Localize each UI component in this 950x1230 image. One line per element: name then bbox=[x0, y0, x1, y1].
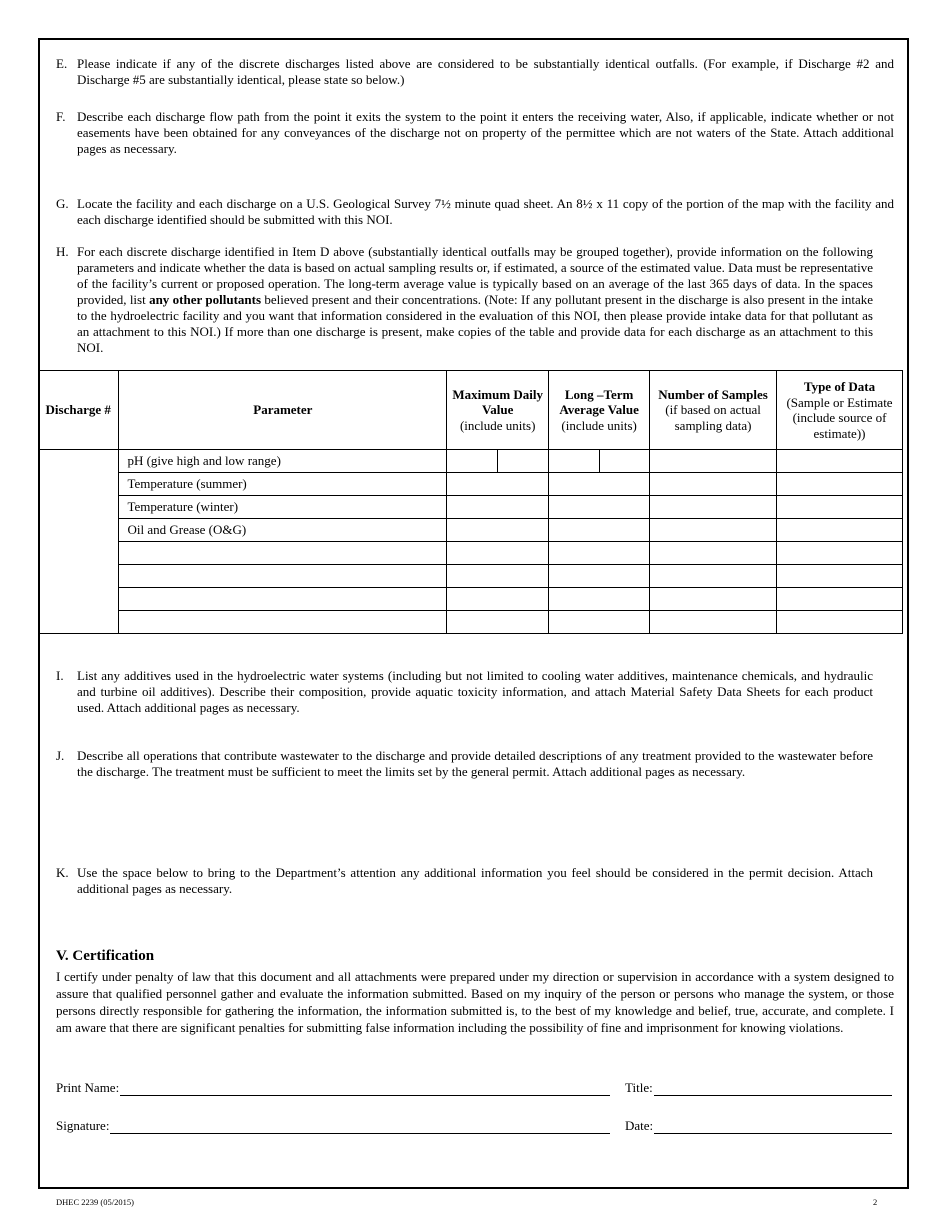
samples-cell[interactable] bbox=[650, 565, 777, 588]
item-h-text-bold: any other pollutants bbox=[149, 292, 262, 307]
max-high-cell[interactable] bbox=[498, 450, 548, 472]
table-row bbox=[38, 519, 903, 542]
parameter-cell[interactable] bbox=[119, 588, 447, 611]
parameter-cell[interactable] bbox=[119, 542, 447, 565]
parameter-cell[interactable] bbox=[119, 611, 447, 634]
type-cell[interactable] bbox=[777, 565, 903, 588]
discharge-number-cell[interactable] bbox=[38, 450, 119, 634]
max-low-cell[interactable] bbox=[447, 450, 498, 472]
avg-value-cell[interactable] bbox=[549, 611, 650, 634]
certification-title: V. Certification bbox=[56, 948, 155, 964]
table-row bbox=[38, 450, 903, 473]
signature-field[interactable] bbox=[110, 1119, 610, 1134]
samples-cell[interactable] bbox=[650, 473, 777, 496]
footer-form-id: DHEC 2239 (05/2015) bbox=[56, 1197, 134, 1207]
samples-cell[interactable] bbox=[650, 588, 777, 611]
item-h-letter: H. bbox=[56, 244, 69, 259]
signature-label: Signature: bbox=[56, 1118, 110, 1133]
item-j-letter: J. bbox=[56, 748, 65, 763]
certification-body: I certify under penalty of law that this document and all attachments were prepared under my direction or supervision in accordance with a system designed to assure that qualified personnel gather and evaluate the information submitted. Based on my inquiry of the person or persons who manage the system, or those persons directly responsible for gathering the information, the information submitted is, to the best of my knowledge and belief, true, accurate, and complete. I am aware that there are significant penalties for submitting false information including the possibility of fine and imprisonment for knowing violations. bbox=[56, 969, 894, 1035]
header-parameter: Parameter bbox=[119, 371, 447, 450]
table-row bbox=[38, 542, 903, 565]
parameter-cell: Temperature (winter) bbox=[119, 496, 447, 519]
avg-value-cell[interactable] bbox=[549, 519, 650, 542]
parameter-cell: Oil and Grease (O&G) bbox=[119, 519, 447, 542]
header-maximum: Maximum Daily Value (include units) bbox=[447, 371, 549, 450]
max-value-cell[interactable] bbox=[447, 496, 549, 519]
item-i bbox=[56, 668, 873, 716]
type-cell[interactable] bbox=[777, 519, 903, 542]
samples-cell[interactable] bbox=[650, 542, 777, 565]
type-cell[interactable] bbox=[777, 473, 903, 496]
samples-cell[interactable] bbox=[650, 496, 777, 519]
print-name-field[interactable] bbox=[120, 1081, 610, 1096]
footer-page-number: 2 bbox=[873, 1197, 878, 1207]
table-row bbox=[38, 611, 903, 634]
item-g-text: Locate the facility and each discharge on a U.S. Geological Survey 7½ minute quad sheet. An 8½ x 11 copy of the portion of the map with the facility and each discharge identified should be submitted with this NOI. bbox=[77, 196, 894, 227]
table-row bbox=[38, 565, 903, 588]
avg-value-cell[interactable] bbox=[549, 496, 650, 519]
item-h-text-2: believed present and their concentrations. (Note: If any pollutant present in the discharge is also present in the intake to the hydroelectric facility and you want that information considered in the evaluation of this NOI, then please provide intake data for that pollutant as an attachment to this NOI.) If more than one discharge is present, make copies of the table and provide data for each discharge as an attachment to this NOI. bbox=[77, 292, 873, 355]
parameter-table bbox=[38, 370, 903, 634]
item-k-letter: K. bbox=[56, 865, 69, 880]
parameter-cell: pH (give high and low range) bbox=[119, 450, 447, 473]
title-line bbox=[625, 1080, 892, 1096]
signature-line bbox=[56, 1118, 610, 1134]
print-name-label: Print Name: bbox=[56, 1080, 120, 1095]
max-value-cell[interactable] bbox=[447, 473, 549, 496]
item-k bbox=[56, 865, 873, 897]
date-label: Date: bbox=[625, 1118, 654, 1133]
max-value-cell[interactable] bbox=[447, 542, 549, 565]
type-cell[interactable] bbox=[777, 496, 903, 519]
item-j-text: Describe all operations that contribute wastewater to the discharge and provide detailed descriptions of any treatment provided to the wastewater before the discharge. The treatment must be sufficient to meet the limits set by the general permit. Attach additional pages as necessary. bbox=[77, 748, 873, 779]
item-g bbox=[56, 196, 894, 228]
max-value-cell[interactable] bbox=[447, 611, 549, 634]
table-row bbox=[38, 588, 903, 611]
item-i-letter: I. bbox=[56, 668, 64, 683]
avg-value-cell[interactable] bbox=[549, 542, 650, 565]
table-row bbox=[38, 473, 903, 496]
date-line bbox=[625, 1118, 892, 1134]
table-header-row bbox=[38, 371, 903, 450]
samples-cell[interactable] bbox=[650, 611, 777, 634]
avg-value-cell[interactable] bbox=[549, 565, 650, 588]
type-cell[interactable] bbox=[777, 542, 903, 565]
item-f bbox=[56, 109, 894, 157]
avg-value-cell[interactable] bbox=[549, 450, 650, 473]
header-discharge: Discharge # bbox=[38, 371, 119, 450]
item-j bbox=[56, 748, 873, 780]
max-value-cell[interactable] bbox=[447, 450, 549, 473]
type-cell[interactable] bbox=[777, 450, 903, 473]
avg-low-cell[interactable] bbox=[549, 450, 599, 472]
samples-cell[interactable] bbox=[650, 450, 777, 473]
item-g-letter: G. bbox=[56, 196, 69, 211]
max-value-cell[interactable] bbox=[447, 565, 549, 588]
type-cell[interactable] bbox=[777, 588, 903, 611]
samples-cell[interactable] bbox=[650, 519, 777, 542]
title-label: Title: bbox=[625, 1080, 653, 1095]
parameter-cell: Temperature (summer) bbox=[119, 473, 447, 496]
avg-high-cell[interactable] bbox=[600, 450, 649, 472]
item-h-text-1: For each discrete discharge identified in Item D above (substantially identical outfalls may be grouped together), provide information on the following parameters and indicate whether the data is based on actual sampling results or, if estimated, a source of the estimated value. Data must be representative of the facility’s current or proposed operation. The long-term average value is typically based on an average of the last 365 days of data. In the spaces provided, list bbox=[77, 244, 873, 307]
item-e-text: Please indicate if any of the discrete discharges listed above are considered to be substantially identical outfalls. (For example, if Discharge #2 and Discharge #5 are substantially identical, please state so below.) bbox=[77, 56, 894, 87]
item-h bbox=[56, 244, 873, 356]
type-cell[interactable] bbox=[777, 611, 903, 634]
print-name-line bbox=[56, 1080, 610, 1096]
item-h-text bbox=[77, 244, 873, 356]
item-f-text: Describe each discharge flow path from the point it exits the system to the point it enters the receiving water, Also, if applicable, indicate whether or not easements have been obtained for any conveyances of the discharge not on property of the permittee which are not waters of the State. Attach additional pages as necessary. bbox=[77, 109, 894, 156]
item-f-letter: F. bbox=[56, 109, 66, 124]
avg-value-cell[interactable] bbox=[549, 473, 650, 496]
item-e bbox=[56, 56, 894, 88]
date-field[interactable] bbox=[654, 1119, 892, 1134]
header-long-term: Long –Term Average Value (include units) bbox=[549, 371, 650, 450]
avg-value-cell[interactable] bbox=[549, 588, 650, 611]
max-value-cell[interactable] bbox=[447, 588, 549, 611]
item-k-text: Use the space below to bring to the Department’s attention any additional information you feel should be considered in the permit decision. Attach additional pages as necessary. bbox=[77, 865, 873, 896]
header-samples: Number of Samples (if based on actual sampling data) bbox=[650, 371, 777, 450]
max-value-cell[interactable] bbox=[447, 519, 549, 542]
header-type-of-data: Type of Data (Sample or Estimate (include source of estimate)) bbox=[777, 371, 903, 450]
item-e-letter: E. bbox=[56, 56, 68, 71]
item-i-text: List any additives used in the hydroelectric water systems (including but not limited to cooling water additives, maintenance chemicals, and hydraulic and turbine oil additives). Describe their composition, provide aquatic toxicity information, and attach Material Safety Data Sheets for each product used. Attach additional pages as necessary. bbox=[77, 668, 873, 715]
parameter-cell[interactable] bbox=[119, 565, 447, 588]
title-field[interactable] bbox=[654, 1081, 892, 1096]
table-row bbox=[38, 496, 903, 519]
